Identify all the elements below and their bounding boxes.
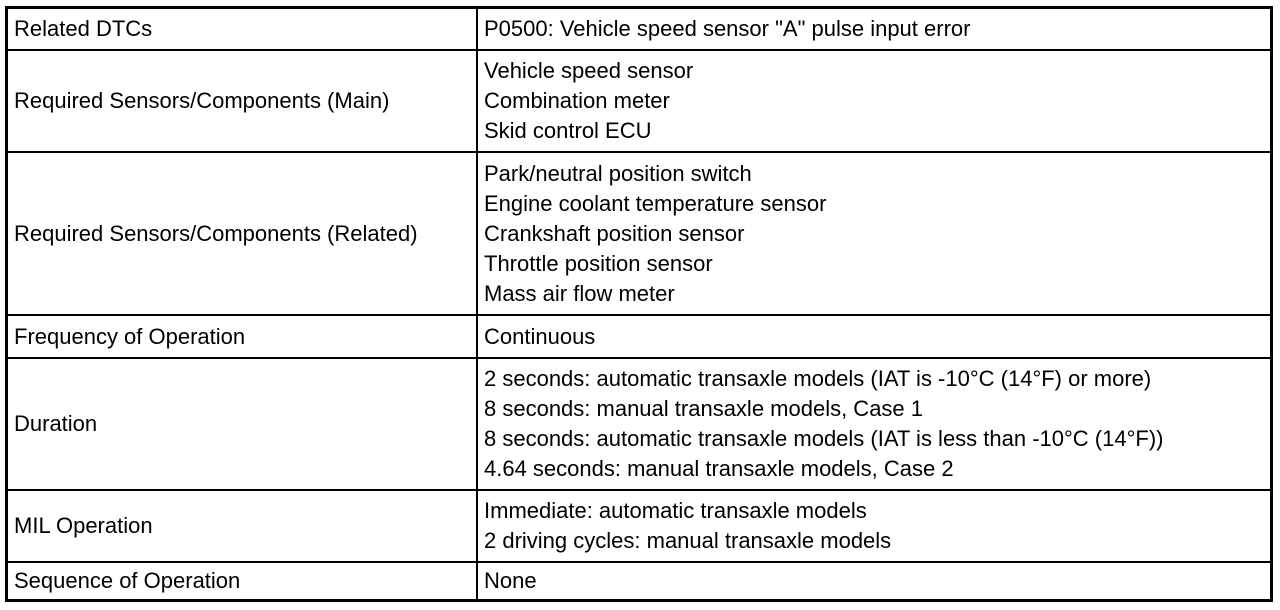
- row-value: [477, 358, 1270, 490]
- value-line: Throttle position sensor: [484, 250, 713, 276]
- row-label: Frequency of Operation: [8, 315, 477, 358]
- value-line: 4.64 seconds: manual transaxle models, Case 2: [484, 456, 954, 481]
- value-line: 8 seconds: manual transaxle models, Case 1: [484, 396, 924, 421]
- table-row-related-dtcs: [8, 9, 1270, 50]
- row-value: [477, 562, 1270, 599]
- value-line: P0500: Vehicle speed sensor "A" pulse input error: [484, 16, 971, 41]
- table-row-sequence: [8, 562, 1270, 599]
- row-label: Required Sensors/Components (Main): [8, 50, 477, 152]
- row-value: [477, 152, 1270, 315]
- value-line: 2 driving cycles: manual transaxle models: [484, 528, 892, 553]
- value-line: Crankshaft position sensor: [484, 220, 745, 246]
- value-line: None: [484, 568, 537, 593]
- value-line: Vehicle speed sensor: [484, 58, 694, 83]
- value-line: 2 seconds: automatic transaxle models (IAT is -10°C (14°F) or more): [484, 366, 1152, 391]
- table-row-required-main: [8, 50, 1270, 152]
- row-label: Duration: [8, 358, 477, 490]
- row-value: [477, 490, 1270, 562]
- row-label: Related DTCs: [8, 9, 477, 50]
- value-line: Engine coolant temperature sensor: [484, 190, 827, 216]
- table-row-duration: [8, 358, 1270, 490]
- row-value: [477, 50, 1270, 152]
- row-label: Required Sensors/Components (Related): [8, 152, 477, 315]
- row-label: MIL Operation: [8, 490, 477, 562]
- row-label: Sequence of Operation: [8, 562, 477, 599]
- value-line: Combination meter: [484, 88, 670, 113]
- table-row-required-related: [8, 152, 1270, 315]
- dtc-spec-table-container: [5, 6, 1273, 602]
- table-row-mil-operation: [8, 490, 1270, 562]
- table-row-frequency: [8, 315, 1270, 358]
- value-line: Mass air flow meter: [484, 280, 675, 306]
- value-line: Park/neutral position switch: [484, 160, 752, 186]
- dtc-spec-table: [8, 9, 1270, 599]
- row-value: [477, 9, 1270, 50]
- value-line: Immediate: automatic transaxle models: [484, 498, 867, 523]
- row-value: [477, 315, 1270, 358]
- value-line: Skid control ECU: [484, 118, 652, 143]
- value-line: Continuous: [484, 323, 596, 349]
- value-line: 8 seconds: automatic transaxle models (IAT is less than -10°C (14°F)): [484, 426, 1164, 451]
